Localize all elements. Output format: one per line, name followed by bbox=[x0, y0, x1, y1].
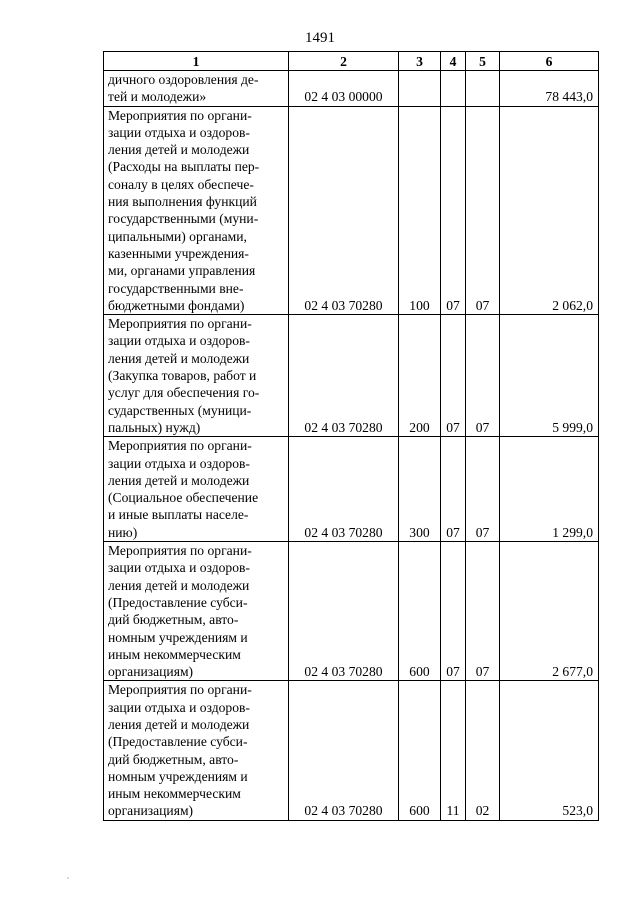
row-description bbox=[104, 315, 289, 437]
description-line: дичного оздоровления де- bbox=[108, 72, 259, 87]
row-amount: 2 677,0 bbox=[500, 542, 599, 681]
row-description bbox=[104, 542, 289, 681]
column-header: 5 bbox=[466, 52, 500, 71]
row-code: 02 4 03 70280 bbox=[289, 681, 399, 820]
row-expense-type: 300 bbox=[399, 437, 441, 542]
row-code: 02 4 03 70280 bbox=[289, 106, 399, 315]
description-line: бюджетными фондами) bbox=[108, 297, 245, 313]
description-line: Мероприятия по органи- bbox=[108, 682, 252, 698]
header-row bbox=[104, 52, 599, 71]
description-line: Мероприятия по органи- bbox=[108, 107, 252, 123]
row-expense-type: 600 bbox=[399, 681, 441, 820]
row-code: 02 4 03 70280 bbox=[289, 315, 399, 437]
row-section: 07 bbox=[441, 437, 466, 542]
row-description bbox=[104, 681, 289, 820]
column-header: 2 bbox=[289, 52, 399, 71]
table-row bbox=[104, 681, 599, 820]
table-row bbox=[104, 315, 599, 437]
description-line: нию) bbox=[108, 524, 138, 540]
description-line: ления детей и молодежи bbox=[108, 472, 250, 488]
column-header: 1 bbox=[104, 52, 289, 71]
description-line: государственными (муни- bbox=[108, 211, 259, 227]
description-line: организациям) bbox=[108, 803, 194, 819]
row-code: 02 4 03 00000 bbox=[289, 71, 399, 107]
description-line: дий бюджетным, авто- bbox=[108, 612, 239, 628]
table-row bbox=[104, 106, 599, 315]
description-line: государственными вне- bbox=[108, 280, 244, 296]
description-line: ления детей и молодежи bbox=[108, 716, 250, 732]
table-row bbox=[104, 437, 599, 542]
column-header: 3 bbox=[399, 52, 441, 71]
description-line: зации отдыха и оздоров- bbox=[108, 455, 250, 471]
row-code: 02 4 03 70280 bbox=[289, 437, 399, 542]
description-line: ципальными) органами, bbox=[108, 228, 247, 244]
description-line: дий бюджетным, авто- bbox=[108, 751, 239, 767]
description-line: (Предоставление субси- bbox=[108, 594, 248, 610]
row-expense-type: 100 bbox=[399, 106, 441, 315]
description-line: ления детей и молодежи bbox=[108, 577, 250, 593]
description-line: зации отдыха и оздоров- bbox=[108, 124, 250, 140]
row-section: 07 bbox=[441, 106, 466, 315]
table-row bbox=[104, 71, 599, 107]
row-description bbox=[104, 106, 289, 315]
page-number: 1491 bbox=[305, 30, 335, 46]
table-body bbox=[104, 71, 599, 821]
row-amount: 1 299,0 bbox=[500, 437, 599, 542]
description-line: иным некоммерческим bbox=[108, 646, 241, 662]
description-line: (Предоставление субси- bbox=[108, 734, 248, 750]
description-line: и иные выплаты населе- bbox=[108, 507, 249, 523]
description-line: ления детей и молодежи bbox=[108, 142, 250, 158]
table-row bbox=[104, 542, 599, 681]
row-amount: 2 062,0 bbox=[500, 106, 599, 315]
row-subsection: 07 bbox=[466, 542, 500, 681]
row-expense-type: 200 bbox=[399, 315, 441, 437]
row-section: 07 bbox=[441, 315, 466, 437]
description-line: ния выполнения функций bbox=[108, 194, 257, 210]
column-header: 6 bbox=[500, 52, 599, 71]
description-line: (Расходы на выплаты пер- bbox=[108, 159, 260, 175]
row-section: 11 bbox=[441, 681, 466, 820]
description-line: Мероприятия по органи- bbox=[108, 316, 252, 332]
row-section: 07 bbox=[441, 542, 466, 681]
row-code: 02 4 03 70280 bbox=[289, 542, 399, 681]
description-line: организациям) bbox=[108, 664, 194, 680]
row-subsection: 07 bbox=[466, 106, 500, 315]
description-line: ми, органами управления bbox=[108, 263, 256, 279]
column-header: 4 bbox=[441, 52, 466, 71]
row-subsection: 07 bbox=[466, 315, 500, 437]
scan-dot bbox=[67, 877, 69, 879]
row-amount: 523,0 bbox=[500, 681, 599, 820]
row-amount: 5 999,0 bbox=[500, 315, 599, 437]
description-line: (Закупка товаров, работ и bbox=[108, 368, 257, 384]
description-line: зации отдыха и оздоров- bbox=[108, 560, 250, 576]
budget-table bbox=[103, 51, 599, 821]
description-line: услуг для обеспечения го- bbox=[108, 385, 260, 401]
row-section bbox=[441, 71, 466, 107]
description-line: номным учреждениям и bbox=[108, 768, 248, 784]
description-line: сударственных (муници- bbox=[108, 402, 252, 418]
row-expense-type: 600 bbox=[399, 542, 441, 681]
description-line: тей и молодежи» bbox=[108, 89, 207, 105]
row-subsection: 02 bbox=[466, 681, 500, 820]
row-description bbox=[104, 437, 289, 542]
description-line: иным некоммерческим bbox=[108, 786, 241, 802]
description-line: казенными учреждения- bbox=[108, 245, 249, 261]
description-line: ления детей и молодежи bbox=[108, 350, 250, 366]
row-description bbox=[104, 71, 289, 107]
description-line: зации отдыха и оздоров- bbox=[108, 699, 250, 715]
description-line: Мероприятия по органи- bbox=[108, 438, 252, 454]
description-line: соналу в целях обеспече- bbox=[108, 176, 254, 192]
description-line: зации отдыха и оздоров- bbox=[108, 333, 250, 349]
row-amount: 78 443,0 bbox=[500, 71, 599, 107]
row-expense-type bbox=[399, 71, 441, 107]
description-line: номным учреждениям и bbox=[108, 629, 248, 645]
description-line: (Социальное обеспечение bbox=[108, 490, 259, 506]
row-subsection bbox=[466, 71, 500, 107]
description-line: пальных) нужд) bbox=[108, 419, 201, 435]
description-line: Мероприятия по органи- bbox=[108, 543, 252, 559]
row-subsection: 07 bbox=[466, 437, 500, 542]
